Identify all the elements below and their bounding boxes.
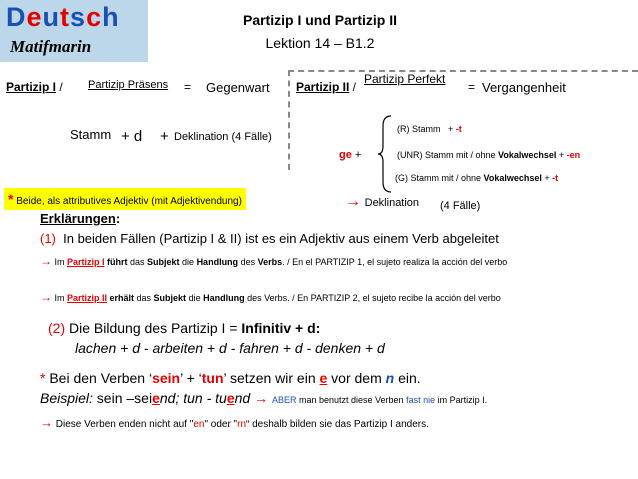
- brace-icon: [377, 114, 393, 194]
- erkl-bsp-b: sein –sei: [92, 390, 153, 406]
- erkl-last-a: Diese Verben enden nicht auf ": [53, 419, 194, 430]
- erkl-rule-sein: sein: [152, 370, 181, 386]
- erkl-beispiel-line: [40, 390, 487, 406]
- p1-plus-d: + d: [121, 128, 143, 145]
- p2-rule1-c: -t: [455, 124, 462, 134]
- p2-plus: +: [354, 149, 362, 161]
- erkl-last-c: “ deshalb bilden sie das Partizip I anders.: [246, 419, 429, 430]
- erkl-a1-rest6: des: [238, 257, 258, 267]
- logo-letter: s: [70, 2, 87, 32]
- p2-rule2-a: (UNR) Stamm mit / ohne: [397, 150, 499, 160]
- erkl-a2-rest3: Subjekt: [153, 293, 187, 303]
- erkl-a1-rest4: die: [179, 257, 197, 267]
- p1-meaning: Gegenwart: [206, 80, 270, 95]
- erkl-line2-b: Infinitiv + d:: [241, 320, 321, 336]
- p1-slash: /: [56, 80, 63, 94]
- erkl-rule-f: ein.: [394, 370, 421, 386]
- p2-rule2-b: Vokalwechsel: [498, 150, 557, 160]
- p1-deklination: Deklination (4 Fälle): [174, 131, 272, 143]
- erkl-a2-rest6: des Verbs. / En PARTIZIP 2, el sujeto recibe la acción del verbo: [244, 293, 501, 303]
- page-title: Partizip I und Partizip II: [242, 12, 397, 28]
- erkl-rule-e: e: [319, 370, 328, 386]
- p1-equals: =: [184, 80, 192, 94]
- logo-letter: e: [26, 2, 43, 32]
- p2-ge: ge: [339, 149, 352, 161]
- erkl-line2: [48, 320, 320, 336]
- erkl-bsp-e: e: [152, 390, 160, 406]
- divider-horizontal: [288, 70, 638, 72]
- p1-alt-name: Partizip Präsens: [88, 79, 169, 91]
- erkl-bsp-fast: fast nie: [406, 395, 436, 405]
- arrow-icon: →: [40, 415, 53, 430]
- erkl-a2-rest2: das: [136, 293, 154, 303]
- erkl-heading-row: [40, 211, 120, 226]
- erkl-bsp-c: nd; tun - tu: [159, 390, 227, 406]
- p2-deklination-row: [345, 193, 419, 211]
- p2-equals: =: [468, 80, 476, 94]
- logo-letter: u: [42, 2, 61, 32]
- erkl-last-line: [40, 415, 429, 430]
- p2-rule2-c: +: [556, 150, 567, 160]
- erkl-rule-n: n: [385, 370, 395, 386]
- erkl-a2-rest4: die: [186, 293, 204, 303]
- erkl-arrow2-line: [40, 290, 501, 304]
- p2-rule2-d: -en: [566, 150, 581, 160]
- erkl-rule-c: ’ setzen wir ein: [223, 370, 320, 386]
- p2-faelle: (4 Fälle): [440, 200, 481, 212]
- erkl-line1: [40, 231, 499, 246]
- erkl-num1: (1): [40, 231, 56, 246]
- erkl-rule-line: [40, 370, 421, 386]
- p2-rule1-b: +: [448, 124, 456, 134]
- erkl-arrow1-line: [40, 254, 507, 268]
- p1-label: Partizip I: [6, 80, 57, 94]
- logo-subtitle: Matifmarin: [10, 37, 92, 56]
- p2-slash: /: [349, 80, 357, 94]
- arrow-icon: →: [40, 290, 52, 304]
- erkl-a1-im: Im: [52, 257, 67, 267]
- erkl-heading: Erklärungen: [40, 211, 116, 226]
- erkl-num2: (2): [48, 320, 66, 336]
- p2-rule1-a: (R) Stamm: [397, 124, 441, 134]
- erkl-a2-partizip: Partizip II: [67, 293, 108, 303]
- divider-vertical: [288, 70, 290, 170]
- p1-heading-row: [6, 80, 63, 94]
- erkl-a2-im: Im: [52, 293, 67, 303]
- logo-letter: t: [60, 2, 71, 32]
- p2-meaning: Vergangenheit: [482, 80, 566, 95]
- erkl-last-rn: rn: [237, 419, 247, 430]
- erkl-bsp-a: Beispiel:: [40, 390, 93, 406]
- logo-letter: h: [102, 2, 120, 32]
- arrow-icon: →: [40, 254, 52, 268]
- erkl-bsp-d: nd: [234, 390, 251, 406]
- erkl-line1-text: In beiden Fällen (Partizip I & II) ist es ein Adjektiv aus einem Verb abgeleitet: [63, 231, 499, 246]
- p2-rule3-c: +: [541, 173, 553, 183]
- erkl-a1-partizip: Partizip I: [67, 257, 105, 267]
- p2-rule3-d: -t: [552, 173, 559, 183]
- erkl-examples: lachen + d - arbeiten + d - fahren + d - denken + d: [75, 340, 385, 356]
- erkl-bsp-aber: ABER: [271, 395, 297, 405]
- erkl-line2-a: Die Bildung des Partizip I =: [65, 320, 242, 336]
- note-text: Beide, als attributives Adjektiv (mit Adjektivendung): [16, 196, 242, 207]
- arrow-icon: →: [345, 193, 361, 210]
- erkl-a1-rest3: Subjekt: [147, 257, 180, 267]
- p2-rule-mixed: [395, 173, 558, 183]
- logo-letter: c: [86, 2, 103, 32]
- logo-word: [6, 2, 120, 33]
- p2-rule3-a: (G) Stamm mit / ohne: [395, 173, 484, 183]
- lesson-label: Lektion 14 – B1.2: [265, 35, 375, 51]
- note-star: *: [8, 191, 14, 207]
- erkl-colon: :: [115, 211, 121, 226]
- erkl-last-en: en: [193, 419, 205, 430]
- erkl-a2-rest1: erhält: [107, 293, 137, 303]
- erkl-a1-rest2: das: [130, 257, 148, 267]
- p2-deklination: Deklination: [364, 197, 420, 209]
- erkl-bsp-rest1: man benutzt diese Verben: [296, 395, 407, 405]
- erkl-bsp-rest2: im Partizip I.: [435, 395, 488, 405]
- erkl-rule-b: ’ + ‘: [180, 370, 202, 386]
- erkl-last-b: " oder ": [204, 419, 238, 430]
- p1-plus: +: [160, 128, 169, 145]
- note-box: [4, 188, 246, 210]
- erkl-rule-d: vor dem: [327, 370, 386, 386]
- erkl-a1-rest8: . / En el PARTIZIP 1, el sujeto realiza la acción del verbo: [282, 257, 508, 267]
- erkl-a1-rest7: Verbs: [257, 257, 283, 267]
- p2-ge-row: [339, 149, 361, 161]
- erkl-rule-tun: tun: [201, 370, 224, 386]
- erkl-bsp-e2: e: [226, 390, 235, 406]
- p2-label: Partizip II: [296, 80, 350, 94]
- p1-stamm: Stamm: [70, 127, 112, 142]
- p2-rule-unregular: [397, 150, 580, 160]
- p2-heading-row: [296, 80, 356, 94]
- erkl-rule-a: Bei den Verben ‘: [45, 370, 153, 386]
- erkl-a2-rest5: Handlung: [203, 293, 245, 303]
- logo-letter: D: [6, 2, 27, 32]
- p2-alt-name: Partizip Perfekt: [364, 72, 446, 86]
- erkl-a1-rest5: Handlung: [196, 257, 239, 267]
- erkl-rule-star: *: [40, 370, 46, 386]
- p2-rule3-b: Vokalwechsel: [483, 173, 542, 183]
- p2-rule-regular: [397, 124, 462, 134]
- arrow-icon: →: [250, 390, 272, 406]
- erkl-a1-rest1: führt: [104, 257, 131, 267]
